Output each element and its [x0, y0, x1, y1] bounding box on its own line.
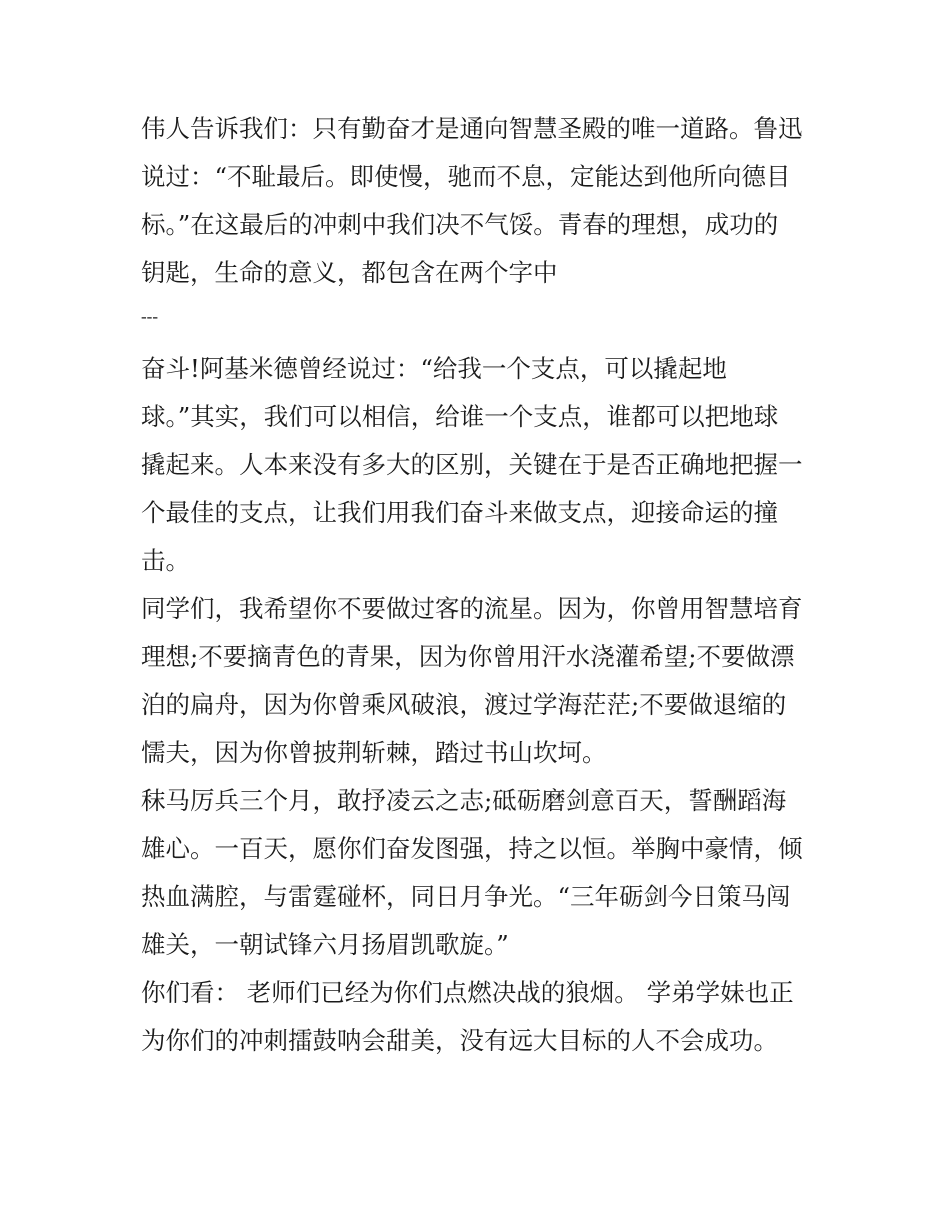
text-line: 标。”在这最后的冲刺中我们决不气馁。青春的理想，成功的: [141, 210, 779, 239]
text-line: 伟人告诉我们：只有勤奋才是通向智慧圣殿的唯一道路。鲁迅: [141, 114, 803, 143]
text-line: 撬起来。人本来没有多大的区别，关键在于是否正确地把握一: [141, 450, 803, 479]
text-line: 击。: [141, 546, 190, 575]
text-line: 理想;不要摘青色的青果，因为你曾用汗水浇灌希望;不要做漂: [141, 642, 795, 671]
text-line: 为你们的冲刺擂鼓呐会甜美，没有远大目标的人不会成功。: [141, 1026, 778, 1055]
text-line: 个最佳的支点，让我们用我们奋斗来做支点，迎接命运的撞: [141, 498, 778, 527]
text-line: 说过：“不耻最后。即使慢，驰而不息，定能达到他所向德目: [141, 162, 791, 191]
text-line: 同学们，我希望你不要做过客的流星。因为，你曾用智慧培育: [141, 594, 803, 623]
text-line: 雄关，一朝试锋六月扬眉凯歌旋。”: [141, 930, 509, 959]
text-line: 你们看： 老师们已经为你们点燃决战的狼烟。 学弟学妹也正: [141, 978, 794, 1007]
text-line: 雄心。一百天，愿你们奋发图强，持之以恒。举胸中豪情，倾: [141, 834, 803, 863]
text-line: 秣马厉兵三个月，敢抒凌云之志;砥砺磨剑意百天，誓酬蹈海: [141, 786, 787, 815]
text-line: 懦夫，因为你曾披荆斩棘，踏过书山坎坷。: [141, 738, 607, 767]
document-body: [141, 105, 821, 1065]
section-separator: ---: [141, 307, 158, 326]
text-line: 球。”其实，我们可以相信，给谁一个支点，谁都可以把地球: [141, 402, 779, 431]
text-line: 钥匙，生命的意义，都包含在两个字中: [141, 258, 558, 287]
text-line: 泊的扁舟，因为你曾乘风破浪，渡过学海茫茫;不要做退缩的: [141, 690, 787, 719]
text-line: 热血满腔，与雷霆碰杯，同日月争光。“三年砺剑今日策马闯: [141, 882, 791, 911]
text-line: 奋斗!阿基米德曾经说过：“给我一个支点，可以撬起地: [141, 354, 727, 383]
